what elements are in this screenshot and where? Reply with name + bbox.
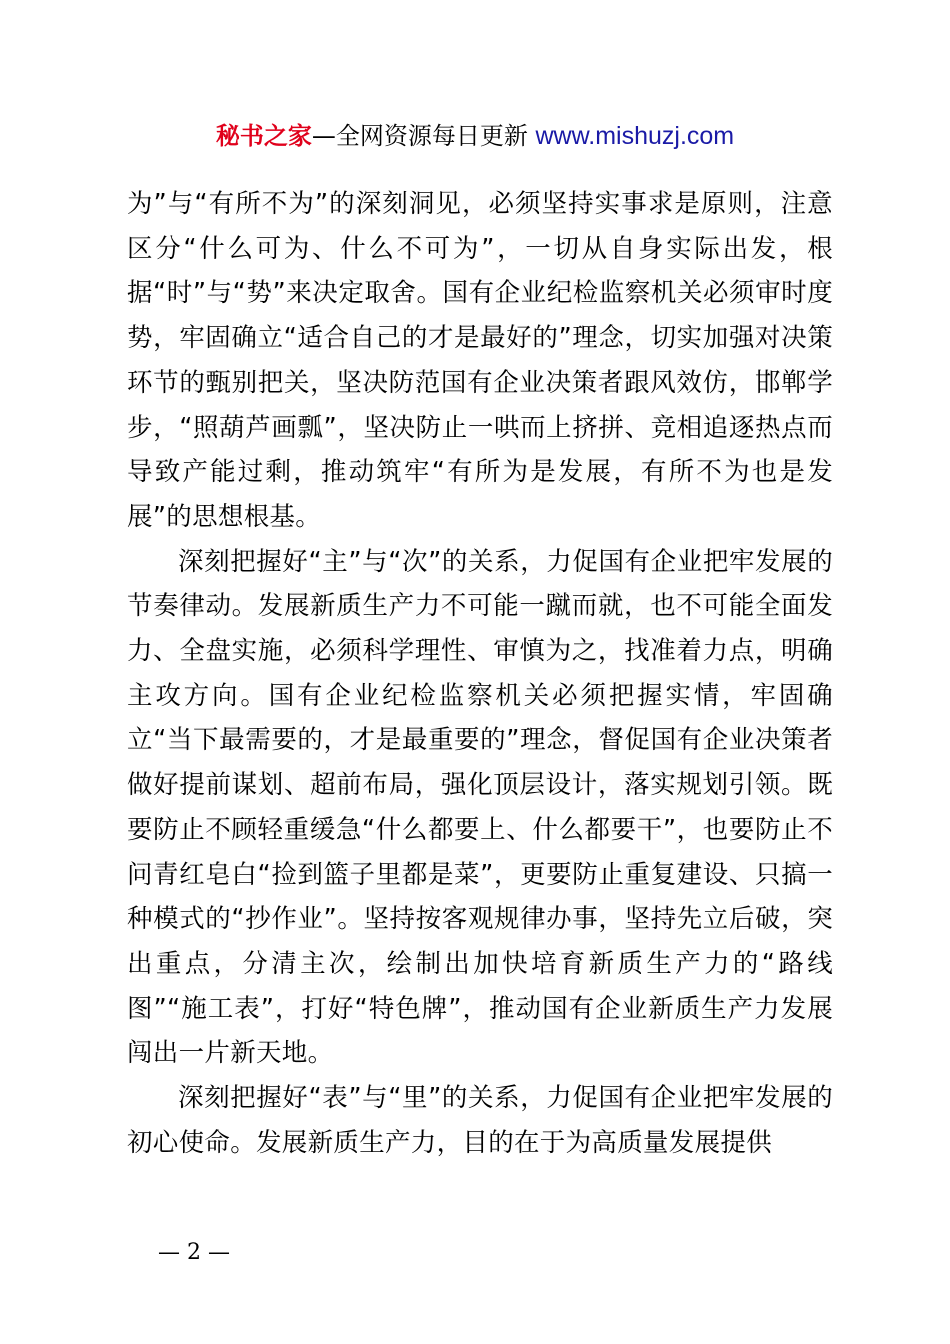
page-header — [0, 118, 950, 154]
document-body — [127, 182, 833, 1165]
header-tagline: —全网资源每日更新 — [311, 122, 528, 150]
header-brand: 秘书之家 — [215, 122, 312, 150]
paragraph-continued: 为”与“有所不为”的深刻洞见，必须坚持实事求是原则，注意区分“什么可为、什么不可为”，一切从自身实际出发，根据“时”与“势”来决定取舍。国有企业纪检监察机关必须审时度势，牢固确立“适合自己的才是最好的”理念，切实加强对决策环节的甄别把关，坚决防范国有企业决策者跟风效仿，邯郸学步，“照葫芦画瓢”，坚决防止一哄而上挤拼、竞相追逐热点而导致产能过剩，推动筑牢“有所为是发展，有所不为也是发展”的思想根基。 — [127, 189, 833, 532]
page-number: — 2 — — [158, 1240, 230, 1265]
paragraph-main-secondary: 深刻把握好“主”与“次”的关系，力促国有企业把牢发展的节奏律动。发展新质生产力不可能一蹴而就，也不可能全面发力、全盘实施，必须科学理性、审慎为之，找准着力点，明确主攻方向。国有企业纪检监察机关必须把握实情，牢固确立“当下最需要的，才是最重要的”理念，督促国有企业决策者做好提前谋划、超前布局，强化顶层设计，落实规划引领。既要防止不顾轻重缓急“什么都要上、什么都要干”，也要防止不问青红皂白“捡到篮子里都是菜”，更要防止重复建设、只搞一种模式的“抄作业”。坚持按客观规律办事，坚持先立后破，突出重点，分清主次，绘制出加快培育新质生产力的“路线图”“施工表”，打好“特色牌”，推动国有企业新质生产力发展闯出一片新天地。 — [127, 546, 833, 1069]
header-url-link[interactable]: www.mishuzj.com — [535, 122, 735, 150]
paragraph-surface-inner: 深刻把握好“表”与“里”的关系，力促国有企业把牢发展的初心使命。发展新质生产力，目的在于为高质量发展提供 — [127, 1083, 833, 1158]
